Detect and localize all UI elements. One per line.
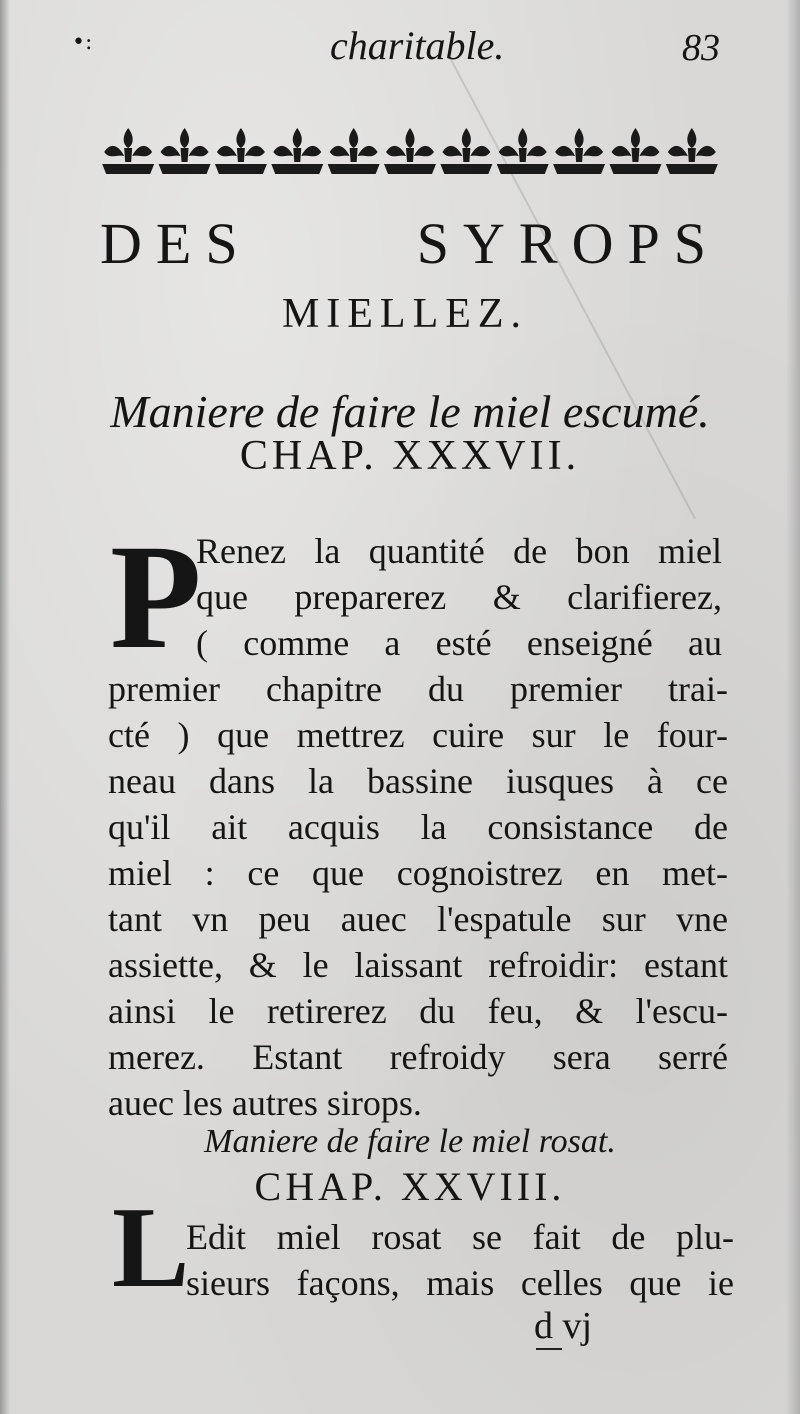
- running-head-title: charitable.: [330, 23, 505, 68]
- body-line: assiette, & le laissant refroidir: estant: [108, 945, 728, 985]
- fleuron-mark: [497, 128, 549, 174]
- fleuron-mark: [215, 128, 267, 174]
- body-line: merez. Estant refroidy sera serré: [108, 1037, 728, 1077]
- body-line: Edit miel rosat se fait de plu-: [186, 1217, 734, 1257]
- fleuron-mark: [384, 128, 436, 174]
- fleuron-mark: [440, 128, 492, 174]
- drop-cap: L: [112, 1184, 190, 1312]
- body-line: qu'il ait acquis la consistance de: [108, 807, 728, 847]
- section-subtitle: MIELLEZ.: [281, 291, 529, 337]
- fleuron-mark: [609, 128, 661, 174]
- drop-cap: P: [110, 514, 202, 680]
- body-line: premier chapitre du premier trai-: [108, 669, 728, 709]
- fleuron-mark: [553, 128, 605, 174]
- running-head: [0, 22, 800, 82]
- chapter-number: CHAP. XXXVII.: [239, 433, 581, 479]
- page-number: 83: [682, 27, 720, 69]
- body-line: ainsi le retirerez du feu, & l'escu-: [108, 991, 728, 1031]
- body-line: neau dans la bassine iusques à ce: [108, 761, 728, 801]
- catchword-rule: [536, 1348, 562, 1350]
- body-line: que preparerez & clarifierez,: [196, 577, 722, 617]
- body-line: auec les autres sirops.: [108, 1083, 422, 1123]
- fleuron-ornament-icon: [100, 122, 720, 182]
- chapter-heading: Maniere de faire le miel rosat.: [204, 1123, 616, 1160]
- fleuron-mark: [159, 128, 211, 174]
- section-title: DES SYROPS: [100, 211, 720, 276]
- fleuron-mark: [666, 128, 718, 174]
- running-head-mark: •:: [72, 30, 93, 55]
- body-line: tant vn peu auec l'espatule sur vne: [108, 899, 728, 939]
- body-line: Renez la quantité de bon miel: [196, 531, 722, 571]
- body-line: ( comme a esté enseigné au: [196, 623, 722, 663]
- body-line: sieurs façons, mais celles que ie: [186, 1263, 734, 1303]
- body-line: cté ) que mettrez cuire sur le four-: [108, 715, 728, 755]
- fleuron-mark: [102, 128, 154, 174]
- fleuron-mark: [328, 128, 380, 174]
- chapter-number: CHAP. XXVIII.: [254, 1164, 566, 1209]
- chapter-heading: Maniere de faire le miel escumé.: [110, 386, 710, 437]
- fleuron-mark: [271, 128, 323, 174]
- body-line: miel : ce que cognoistrez en met-: [108, 853, 728, 893]
- catchword: d vj: [534, 1305, 593, 1347]
